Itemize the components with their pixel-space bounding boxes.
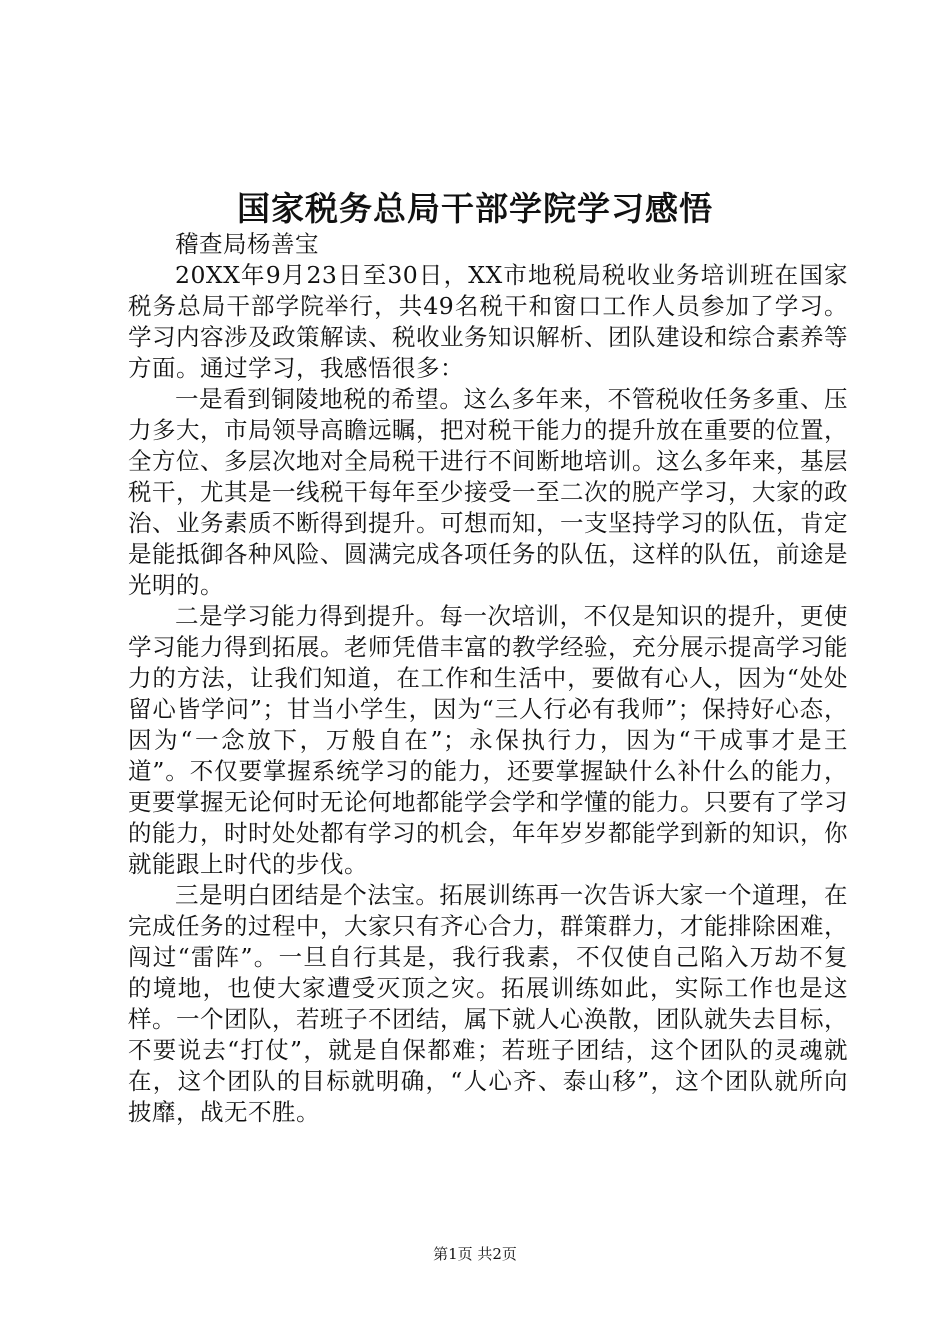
document-title: 国家税务总局干部学院学习感悟 (237, 189, 713, 228)
paragraph-point-three: 三是明白团结是个法宝。拓展训练再一次告诉大家一个道理，在完成任务的过程中，大家只有齐心合力，群策群力，才能排除困难，闯过“雷阵”。一旦自行其是，我行我素，不仅使自己陷入万劫不复的境地，也使大家遭受灭顶之灾。拓展训练如此，实际工作也是这样。一个团队，若班子不团结，属下就人心涣散，团队就失去目标，不要说去“打仗”，就是自保都难；若班子团结，这个团队的灵魂就在，这个团队的目标就明确，“人心齐、泰山移”，这个团队就所向披靡，战无不胜。 (128, 881, 848, 1126)
paragraph-point-one: 一是看到铜陵地税的希望。这么多年来，不管税收任务多重、压力多大，市局领导高瞻远瞩，把对税干能力的提升放在重要的位置，全方位、多层次地对全局税干进行不间断地培训。这么多年来，基层税干，尤其是一线税干每年至少接受一至二次的脱产学习，大家的政治、业务素质不断得到提升。可想而知，一支坚持学习的队伍，肯定是能抵御各种风险、圆满完成各项任务的队伍，这样的队伍，前途是光明的。 (128, 385, 848, 599)
document-body (128, 229, 848, 1128)
author-line: 稽查局杨善宝 (175, 230, 319, 258)
paragraph-intro: 20XX年9月23日至30日，XX市地税局税收业务培训班在国家税务总局干部学院举行，共49名税干和窗口工作人员参加了学习。学习内容涉及政策解读、税收业务知识解析、团队建设和综合素养等方面。通过学习，我感悟很多： (128, 261, 848, 382)
paragraph-point-two: 二是学习能力得到提升。每一次培训，不仅是知识的提升，更使学习能力得到拓展。老师凭借丰富的教学经验，充分展示提高学习能力的方法，让我们知道，在工作和生活中，要做有心人，因为“处处留心皆学问”；甘当小学生，因为“三人行必有我师”；保持好心态，因为“一念放下，万般自在”；永保执行力，因为“干成事才是王道”。不仅要掌握系统学习的能力，还要掌握缺什么补什么的能力，更要掌握无论何时无论何地都能学会学和学懂的能力。只要有了学习的能力，时时处处都有学习的机会，年年岁岁都能学到新的知识，你就能跟上时代的步伐。 (128, 602, 848, 878)
page-number-footer: 第1页 共2页 (433, 1245, 517, 1263)
